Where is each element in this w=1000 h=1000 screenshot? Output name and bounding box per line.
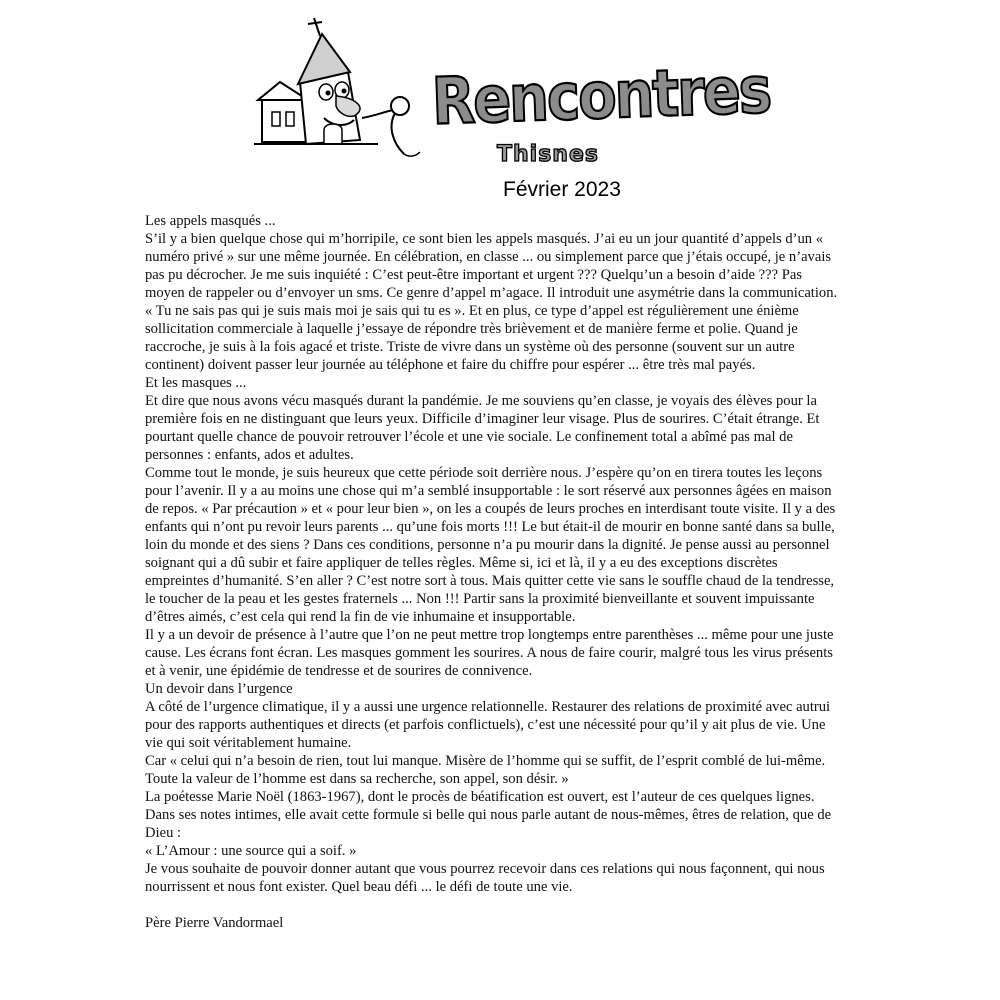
author-signature: Père Pierre Vandormael xyxy=(145,915,284,931)
paragraph: S’il y a bien quelque chose qui m’horripile, ce sont bien les appels masqués. J’ai eu un jour quantité d’appels d’un « numéro privé » sur une même journée. En célébration, en classe ... ou simplement parce que j’étais occupé, je n’avais pas pu décrocher. Je me suis inquiété : C’est peut-être important et urgent ??? Quelqu’un a besoin d’aide ??? Pas moyen de rappeler ou d’envoyer un sms. Ce genre d’appel m’agace. Il introduit une asymétrie dans la communication. « Tu ne sais pas qui je suis mais moi je sais qui tu es ». Et en plus, ce type d’appel est régulièrement une énième sollicitation commerciale à laquelle j’essaye de répondre très brièvement et de manière ferme et polie. Quand je raccroche, je suis à la fois agacé et triste. Triste de vivre dans un système où des personne (souvent sur un autre continent) doivent passer leur journée au téléphone et faire du chiffre pour espérer ... être très mal payés. xyxy=(145,231,838,373)
church-mascot-logo xyxy=(250,12,435,162)
paragraph: Les appels masqués ... xyxy=(145,213,276,229)
newsletter-subtitle: Thisnes xyxy=(497,142,599,167)
paragraph: Car « celui qui n’a besoin de rien, tout lui manque. Misère de l’homme qui se suffit, de l’esprit comblé de lui-même. Toute la valeur de l’homme est dans sa recherche, son appel, son désir. » xyxy=(145,753,826,787)
paragraph: La poétesse Marie Noël (1863-1967), dont le procès de béatification est ouvert, est l’auteur de ces quelques lignes. xyxy=(145,789,815,805)
issue-date: Février 2023 xyxy=(503,178,621,201)
paragraph: Dans ses notes intimes, elle avait cette formule si belle qui nous parle autant de nous-mêmes, êtres de relation, que de Dieu : xyxy=(145,807,832,841)
paragraph: Il y a un devoir de présence à l’autre que l’on ne peut mettre trop longtemps entre parenthèses ... même pour une juste cause. Les écrans font écran. Les masques gomment les sourires. A nous de faire courir, malgré tous les virus présents et à venir, une épidémie de tendresse et de sourires de connivence. xyxy=(145,627,834,679)
article-body xyxy=(145,212,840,932)
newsletter-header xyxy=(0,0,1000,205)
paragraph: « L’Amour : une source qui a soif. » xyxy=(145,843,357,859)
paragraph: Comme tout le monde, je suis heureux que cette période soit derrière nous. J’espère qu’on en tirera toutes les leçons pour l’avenir. Il y a au moins une chose qui m’a semblé insupportable : le sort réservé aux personnes âgées en maison de repos. « Par précaution » et « pour leur bien », on les a coupés de leurs proches en interdisant toute visite. Il y a des enfants qui n’ont pu revoir leurs parents ... qu’une fois morts !!! Le but était-il de mourir en bonne santé dans sa bulle, loin du monde et des siens ? Dans ces conditions, personne n’a pu mourir dans la dignité. Je pense aussi au personnel soignant qui a dû subir et faire appliquer de telles règles. Même si, ici et là, il y a eu des exceptions discrètes empreintes d’humanité. S’en aller ? C’est notre sort à tous. Mais quitter cette vie sans le souffle chaud de la tendresse, le toucher de la peau et les gestes fraternels ... Non !!! Partir sans la proximité bienveillante et souvent impuissante d’êtres aimés, c’est cela qui rend la fin de vie inhumaine et insupportable. xyxy=(145,465,836,625)
paragraph: Je vous souhaite de pouvoir donner autant que vous pourrez recevoir dans ces relations qui nous façonnent, qui nous nourrissent et nous font exister. Quel beau défi ... le défi de toute une vie. xyxy=(145,861,825,895)
paragraph: Et dire que nous avons vécu masqués durant la pandémie. Je me souviens qu’en classe, je voyais des élèves pour la première fois en ne distinguant que leurs yeux. Difficile d’imaginer leur visage. Plus de sourires. C’était étrange. Et pourtant quelle chance de pouvoir retrouver l’école et une vie sociale. Le confinement total a abîmé pas mal de personnes : enfants, ados et adultes. xyxy=(145,393,820,463)
paragraph: Et les masques ... xyxy=(145,375,247,391)
paragraph: A côté de l’urgence climatique, il y a aussi une urgence relationnelle. Restaurer des relations de proximité avec autrui pour des rapports authentiques et directs (et parfois conflictuels), c’est une nécessité pour qu’il y ait plus de vie. Une vie qui soit véritablement humaine. xyxy=(145,699,831,751)
paragraph: Un devoir dans l’urgence xyxy=(145,681,293,697)
newsletter-title: Rencontres xyxy=(430,53,772,140)
